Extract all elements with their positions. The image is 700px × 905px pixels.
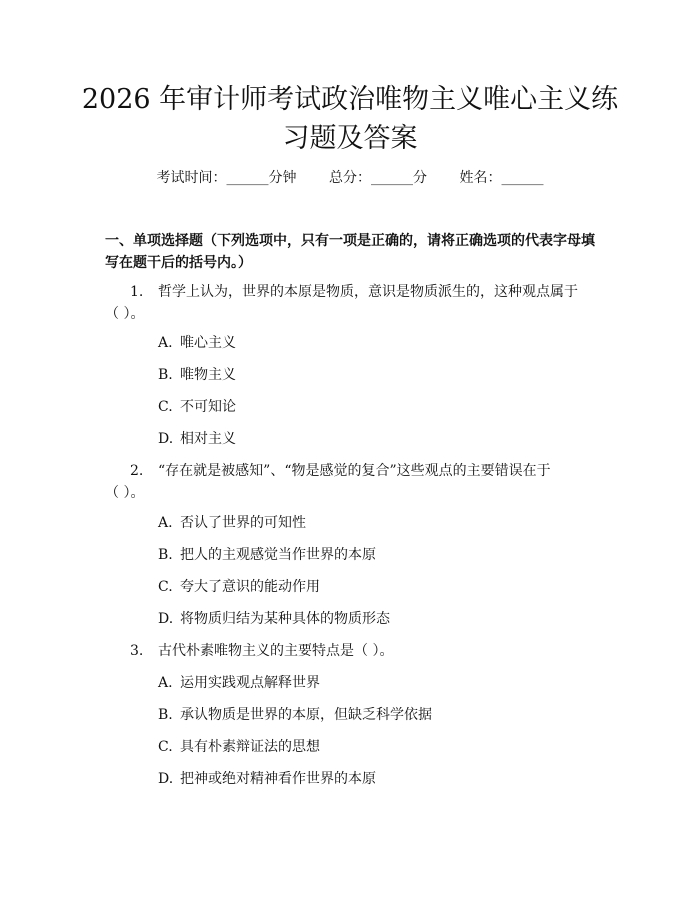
option-letter: C. bbox=[158, 739, 173, 755]
question-2-option-a bbox=[158, 513, 306, 533]
option-text: 相对主义 bbox=[180, 431, 236, 447]
option-text: 唯物主义 bbox=[180, 367, 236, 383]
title-line-2: 习题及答案 bbox=[282, 123, 418, 154]
question-1-option-a bbox=[158, 333, 236, 353]
question-3-stem bbox=[130, 640, 393, 662]
question-3-option-a bbox=[158, 673, 320, 693]
option-text: 承认物质是世界的本原，但缺乏科学依据 bbox=[180, 707, 432, 723]
total-score-field: 总分：______分 bbox=[329, 170, 427, 186]
question-1-option-d bbox=[158, 429, 236, 449]
question-2-option-c bbox=[158, 577, 320, 597]
question-2-option-b bbox=[158, 545, 376, 565]
question-2-stem bbox=[130, 460, 551, 482]
option-letter: D. bbox=[158, 771, 174, 787]
question-2-stem-continued: （ ）。 bbox=[105, 485, 145, 501]
option-letter: A. bbox=[158, 335, 173, 351]
option-letter: D. bbox=[158, 611, 174, 627]
question-3-option-c bbox=[158, 737, 320, 757]
question-1-option-c bbox=[158, 397, 236, 417]
question-2-option-d bbox=[158, 609, 390, 629]
question-number: 3. bbox=[130, 643, 144, 659]
option-letter: B. bbox=[158, 707, 173, 723]
option-letter: B. bbox=[158, 367, 173, 383]
option-text: 具有朴素辩证法的思想 bbox=[180, 739, 320, 755]
question-number: 2. bbox=[130, 463, 144, 479]
exam-info-line bbox=[0, 168, 700, 188]
option-text: 唯心主义 bbox=[180, 335, 236, 351]
name-field: 姓名：______ bbox=[459, 170, 544, 186]
section-heading: 一、单项选择题（下列选项中，只有一项是正确的，请将正确选项的代表字母填写在题干后的括号内。） bbox=[105, 233, 595, 271]
question-number: 1. bbox=[130, 284, 144, 300]
option-text: 把人的主观感觉当作世界的本原 bbox=[180, 547, 376, 563]
question-3-option-b bbox=[158, 705, 432, 725]
title-line-1: 2026 年审计师考试政治唯物主义唯心主义练 bbox=[81, 84, 619, 115]
option-text: 运用实践观点解释世界 bbox=[180, 675, 320, 691]
option-text: 否认了世界的可知性 bbox=[180, 515, 306, 531]
option-letter: C. bbox=[158, 579, 173, 595]
option-text: 夸大了意识的能动作用 bbox=[180, 579, 320, 595]
option-letter: D. bbox=[158, 431, 174, 447]
question-3-option-d bbox=[158, 769, 376, 789]
option-text: 把神或绝对精神看作世界的本原 bbox=[180, 771, 376, 787]
option-text: 不可知论 bbox=[180, 399, 236, 415]
question-1-stem-continued: （ ）。 bbox=[105, 306, 145, 322]
question-text: 哲学上认为，世界的本原是物质，意识是物质派生的，这种观点属于 bbox=[158, 284, 578, 300]
option-letter: B. bbox=[158, 547, 173, 563]
option-letter: C. bbox=[158, 399, 173, 415]
question-text: 古代朴素唯物主义的主要特点是（ ）。 bbox=[158, 643, 394, 659]
question-text: “存在就是被感知”、“物是感觉的复合”这些观点的主要错误在于 bbox=[158, 463, 551, 479]
question-1-stem bbox=[130, 281, 578, 303]
question-1-option-b bbox=[158, 365, 236, 385]
document-title bbox=[0, 80, 700, 158]
option-text: 将物质归结为某种具体的物质形态 bbox=[180, 611, 390, 627]
exam-time-field: 考试时间：______分钟 bbox=[156, 170, 297, 186]
option-letter: A. bbox=[158, 515, 173, 531]
option-letter: A. bbox=[158, 675, 173, 691]
